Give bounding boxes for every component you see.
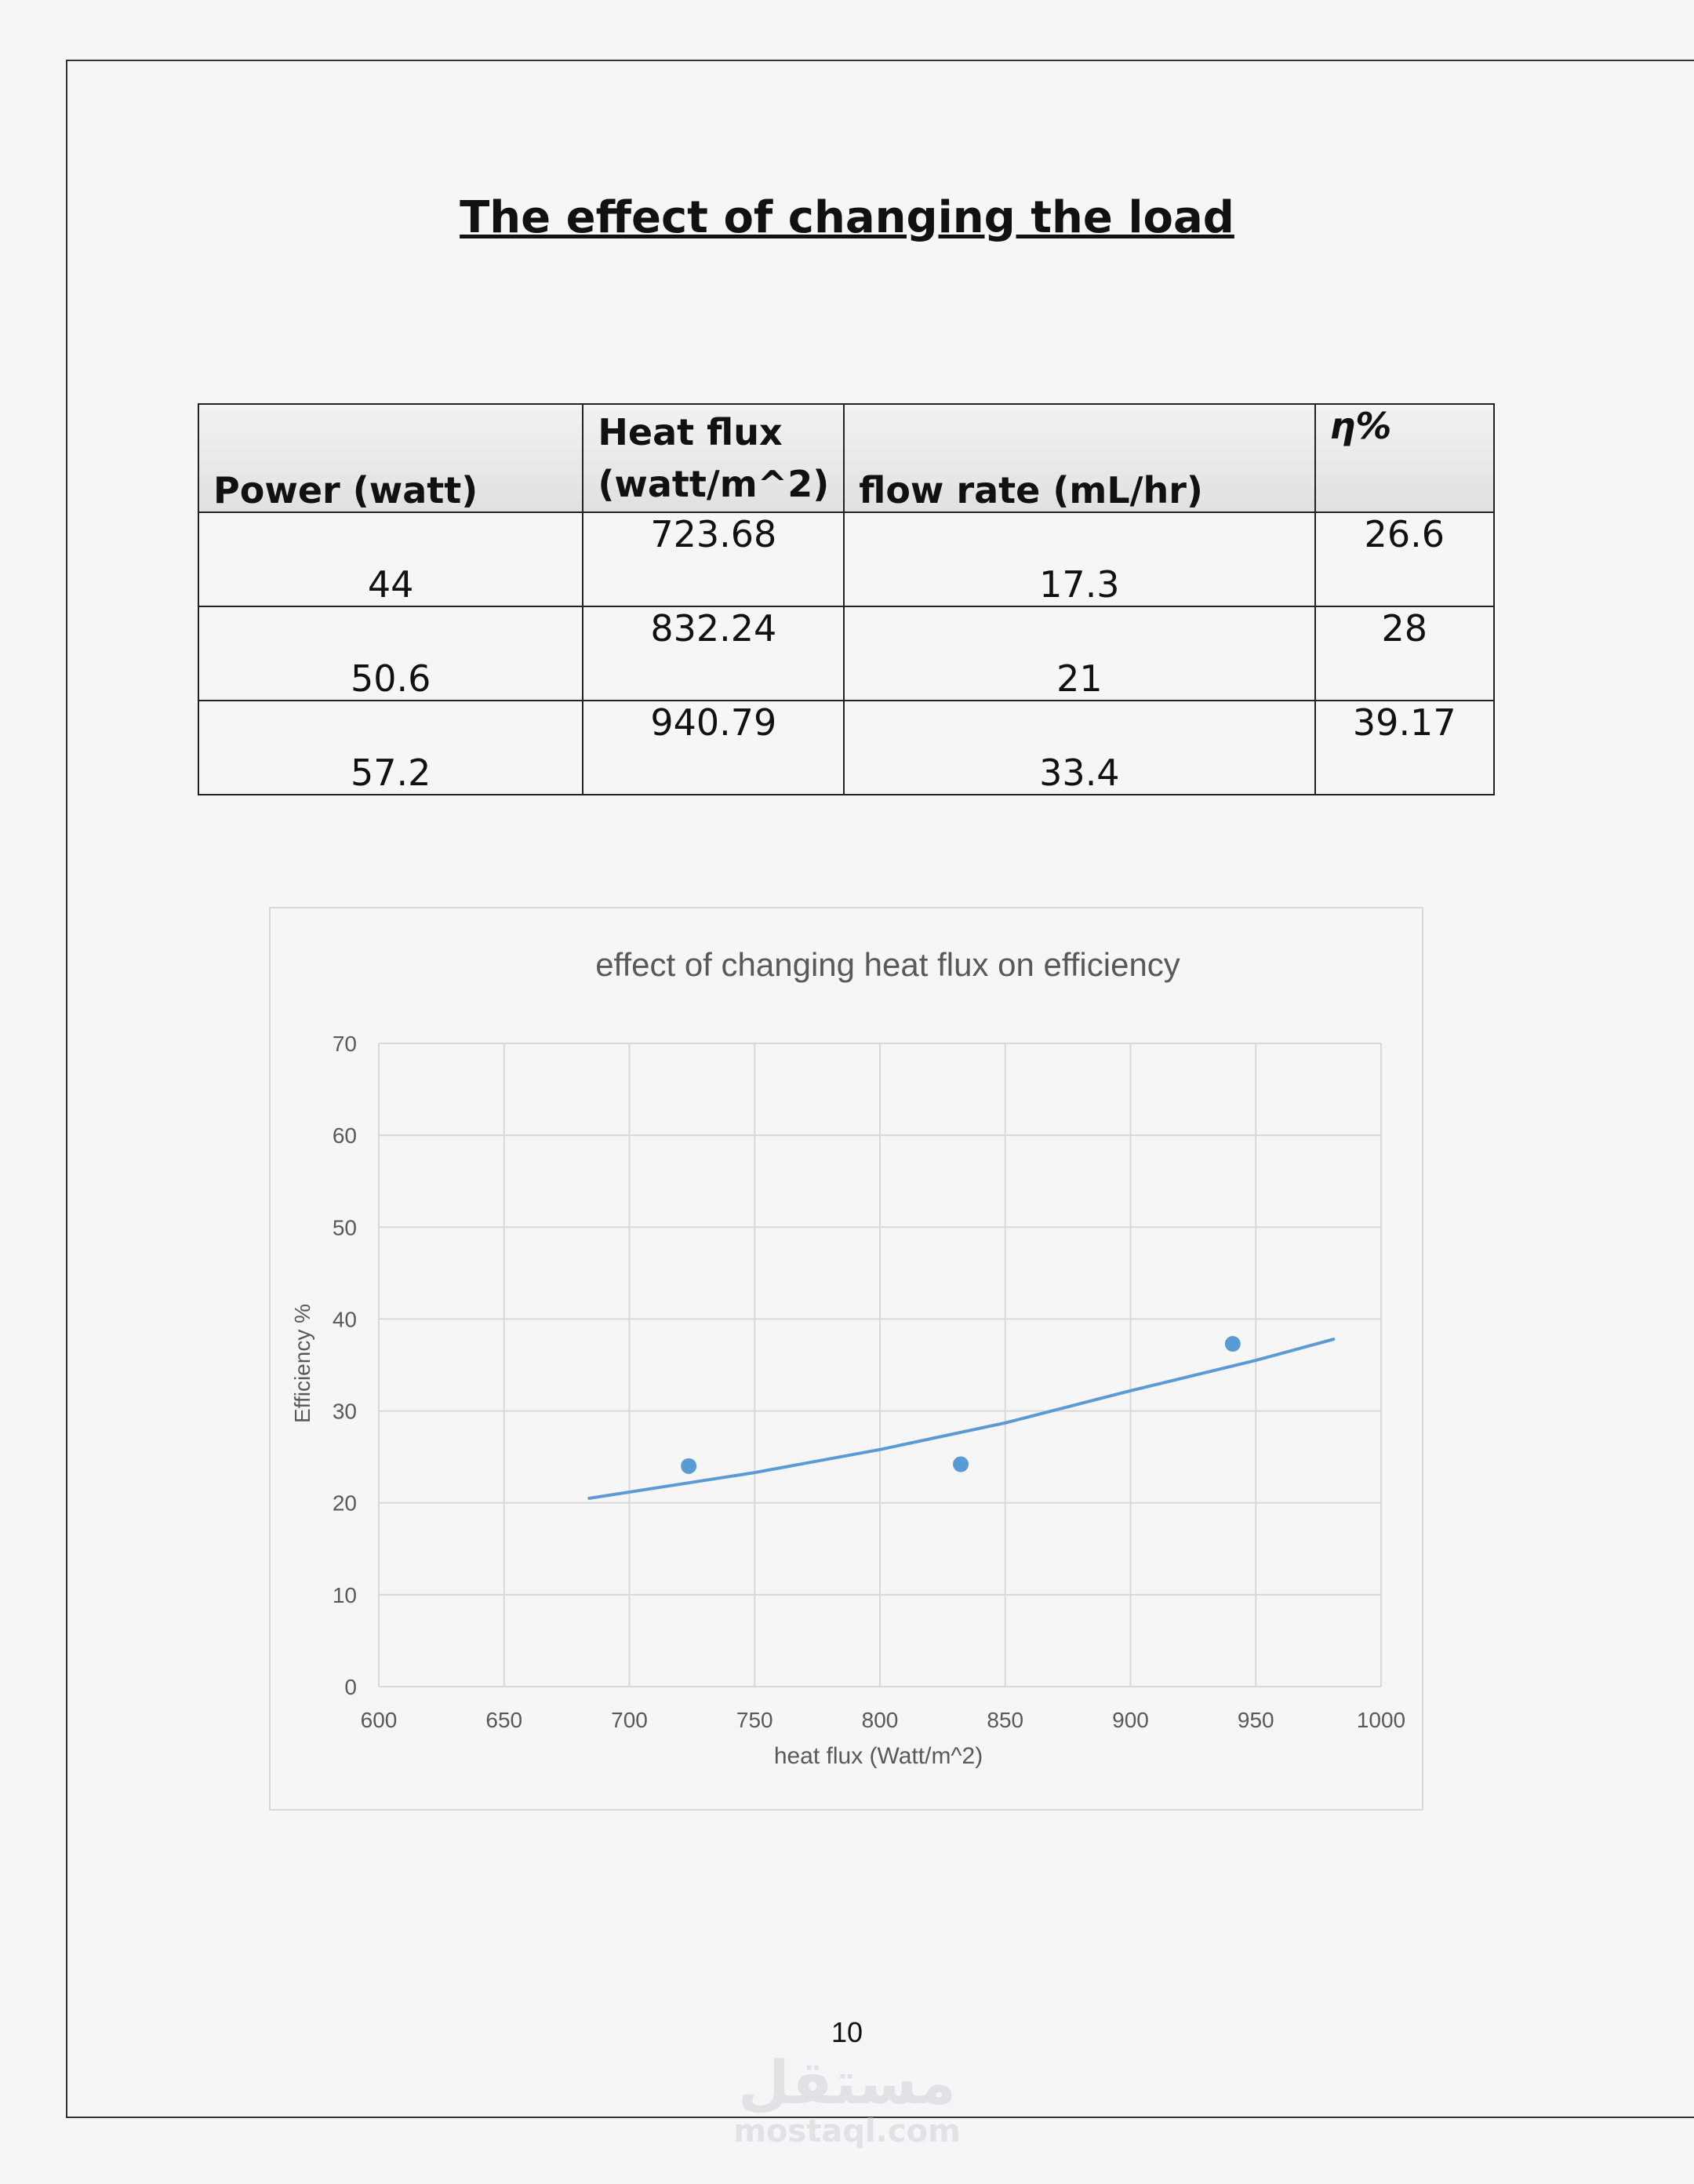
- y-tick-label: 0: [344, 1675, 357, 1699]
- table-row: [198, 512, 1494, 606]
- x-axis-label: heat flux (Watt/m^2): [773, 1743, 983, 1769]
- results-table: [198, 403, 1495, 795]
- trendline-layer: [589, 1339, 1333, 1498]
- header-heat-flux-line2: (watt/m^2): [598, 463, 830, 505]
- y-tick-label: 20: [332, 1491, 357, 1516]
- header-heat-flux: [583, 404, 844, 512]
- cell-heat-flux: 832.24: [583, 606, 844, 701]
- y-tick-label: 30: [332, 1399, 357, 1424]
- x-tick-label: 850: [987, 1708, 1024, 1732]
- x-tick-label: 650: [485, 1708, 523, 1732]
- cell-flow-rate: 17.3: [844, 512, 1314, 606]
- x-tick-label: 900: [1112, 1708, 1149, 1732]
- y-tick-label: 10: [332, 1582, 357, 1607]
- x-tick-label: 800: [861, 1708, 899, 1732]
- cell-efficiency: 28: [1315, 606, 1494, 701]
- scatter-chart: [271, 908, 1422, 1809]
- cell-flow-rate: 21: [844, 606, 1314, 701]
- page-number: 10: [831, 2016, 863, 2048]
- watermark-text: مستقل: [738, 2048, 956, 2117]
- data-point: [953, 1457, 969, 1472]
- y-tick-label: 60: [332, 1123, 357, 1148]
- cell-heat-flux: 723.68: [583, 512, 844, 606]
- x-tick-label: 1000: [1356, 1708, 1406, 1732]
- page-title: The effect of changing the load: [460, 192, 1234, 243]
- y-axis-ticks: [333, 1032, 357, 1699]
- x-axis-ticks: [361, 1708, 1406, 1732]
- header-heat-flux-line1: Heat flux: [598, 411, 783, 453]
- data-point: [681, 1458, 696, 1474]
- cell-power: 44: [198, 512, 583, 606]
- x-tick-label: 600: [360, 1708, 398, 1732]
- cell-power: 57.2: [198, 701, 583, 795]
- watermark-subtext: mostaql.com: [733, 2113, 961, 2149]
- x-tick-label: 700: [611, 1708, 648, 1732]
- x-tick-label: 950: [1237, 1708, 1274, 1732]
- header-flow-rate: flow rate (mL/hr): [844, 404, 1314, 512]
- cell-heat-flux: 940.79: [583, 701, 844, 795]
- cell-efficiency: 26.6: [1315, 512, 1494, 606]
- cell-flow-rate: 33.4: [844, 701, 1314, 795]
- cell-efficiency: 39.17: [1315, 701, 1494, 795]
- data-points: [681, 1336, 1241, 1474]
- chart-area: [269, 907, 1423, 1811]
- table-header-row: [198, 404, 1494, 512]
- table-row: [198, 606, 1494, 701]
- watermark-logo: [0, 2048, 1694, 2149]
- table-row: [198, 701, 1494, 795]
- y-tick-label: 40: [332, 1307, 357, 1332]
- data-point: [1225, 1336, 1241, 1352]
- trendline: [589, 1339, 1333, 1498]
- y-tick-label: 70: [332, 1032, 357, 1056]
- chart-title: effect of changing heat flux on efficiency: [595, 946, 1180, 983]
- header-power: Power (watt): [198, 404, 583, 512]
- y-tick-label: 50: [332, 1215, 357, 1240]
- cell-power: 50.6: [198, 606, 583, 701]
- y-axis-label: Efficiency %: [290, 1304, 314, 1423]
- header-efficiency: η%: [1315, 404, 1494, 512]
- x-tick-label: 750: [736, 1708, 773, 1732]
